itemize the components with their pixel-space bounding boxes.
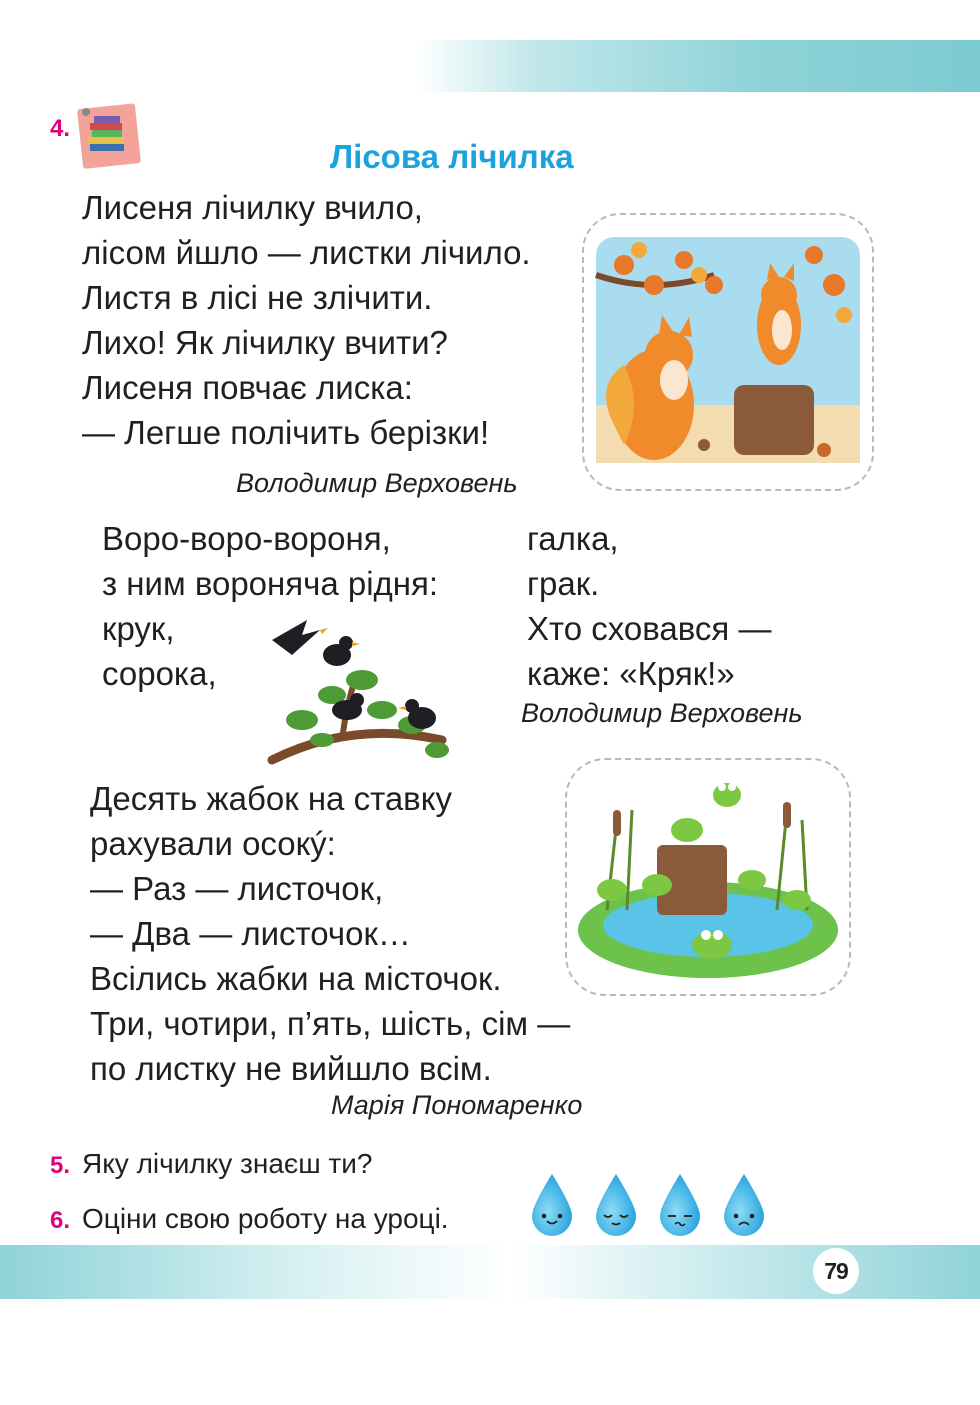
poem2-author: Володимир Верховень (521, 698, 803, 728)
poem3-text (90, 776, 570, 1091)
poem3-author: Марія Пономаренко (331, 1090, 583, 1120)
poem2-line: сорока, (102, 655, 217, 692)
poem1-line: лісом йшло — листки лічило. (82, 234, 531, 271)
poem3-line: — Раз — листочок, (90, 870, 384, 907)
poem1-line: Лисеня повчає лиска: (82, 369, 413, 406)
poem3-line: — Два — листочок… (90, 915, 411, 952)
poem3-line: по листку не вийшло всім. (90, 1050, 492, 1087)
self-assessment-drops (528, 1172, 768, 1238)
poem1-line: Лихо! Як лічилку вчити? (82, 324, 448, 361)
poem3-line: Три, чотири, п’ять, шість, сім — (90, 1005, 571, 1042)
page-number: 79 (813, 1248, 859, 1294)
poem2-line: грак. (527, 565, 600, 602)
frogs-illustration (565, 758, 851, 996)
unsure-drop-icon[interactable] (660, 1174, 700, 1236)
foxes-illustration (582, 213, 874, 491)
task-number-4: 4. (50, 115, 71, 142)
poem1-line: Листя в лісі не злічити. (82, 279, 433, 316)
poem3-line: рахували осокý: (90, 825, 336, 862)
crows-illustration (262, 600, 452, 775)
poem2-line: каже: «Кряк!» (527, 655, 735, 692)
header-band (415, 40, 980, 92)
poem1-line: Лисеня лічилку вчило, (82, 189, 423, 226)
task-number-5: 5. (50, 1152, 71, 1179)
poem2-right-column (527, 516, 771, 696)
task-number-6: 6. (50, 1207, 71, 1234)
happy-drop-icon[interactable] (532, 1174, 572, 1236)
poem2-line: крук, (102, 610, 175, 647)
task5-question: Яку лічилку знаєш ти? (82, 1148, 373, 1179)
books-sticker-icon (74, 100, 146, 172)
poem3-line: Всілись жабки на місточок. (90, 960, 502, 997)
poem2-line: з ним вороняча рідня: (102, 565, 439, 602)
task6-question: Оціни свою роботу на уроці. (82, 1203, 449, 1234)
sad-drop-icon[interactable] (724, 1174, 764, 1236)
poem2-line: галка, (527, 520, 619, 557)
poem2-line: Воро-воро-вороня, (102, 520, 391, 557)
poem-title: Лісова лічилка (330, 138, 574, 175)
poem1-line: — Легше полічить берізки! (82, 414, 490, 451)
poem2-line: Хто сховався — (527, 610, 772, 647)
poem3-line: Десять жабок на ставку (90, 780, 453, 817)
poem1-author: Володимир Верховень (236, 468, 518, 498)
poem1-text (82, 185, 531, 455)
content-drop-icon[interactable] (596, 1174, 636, 1236)
